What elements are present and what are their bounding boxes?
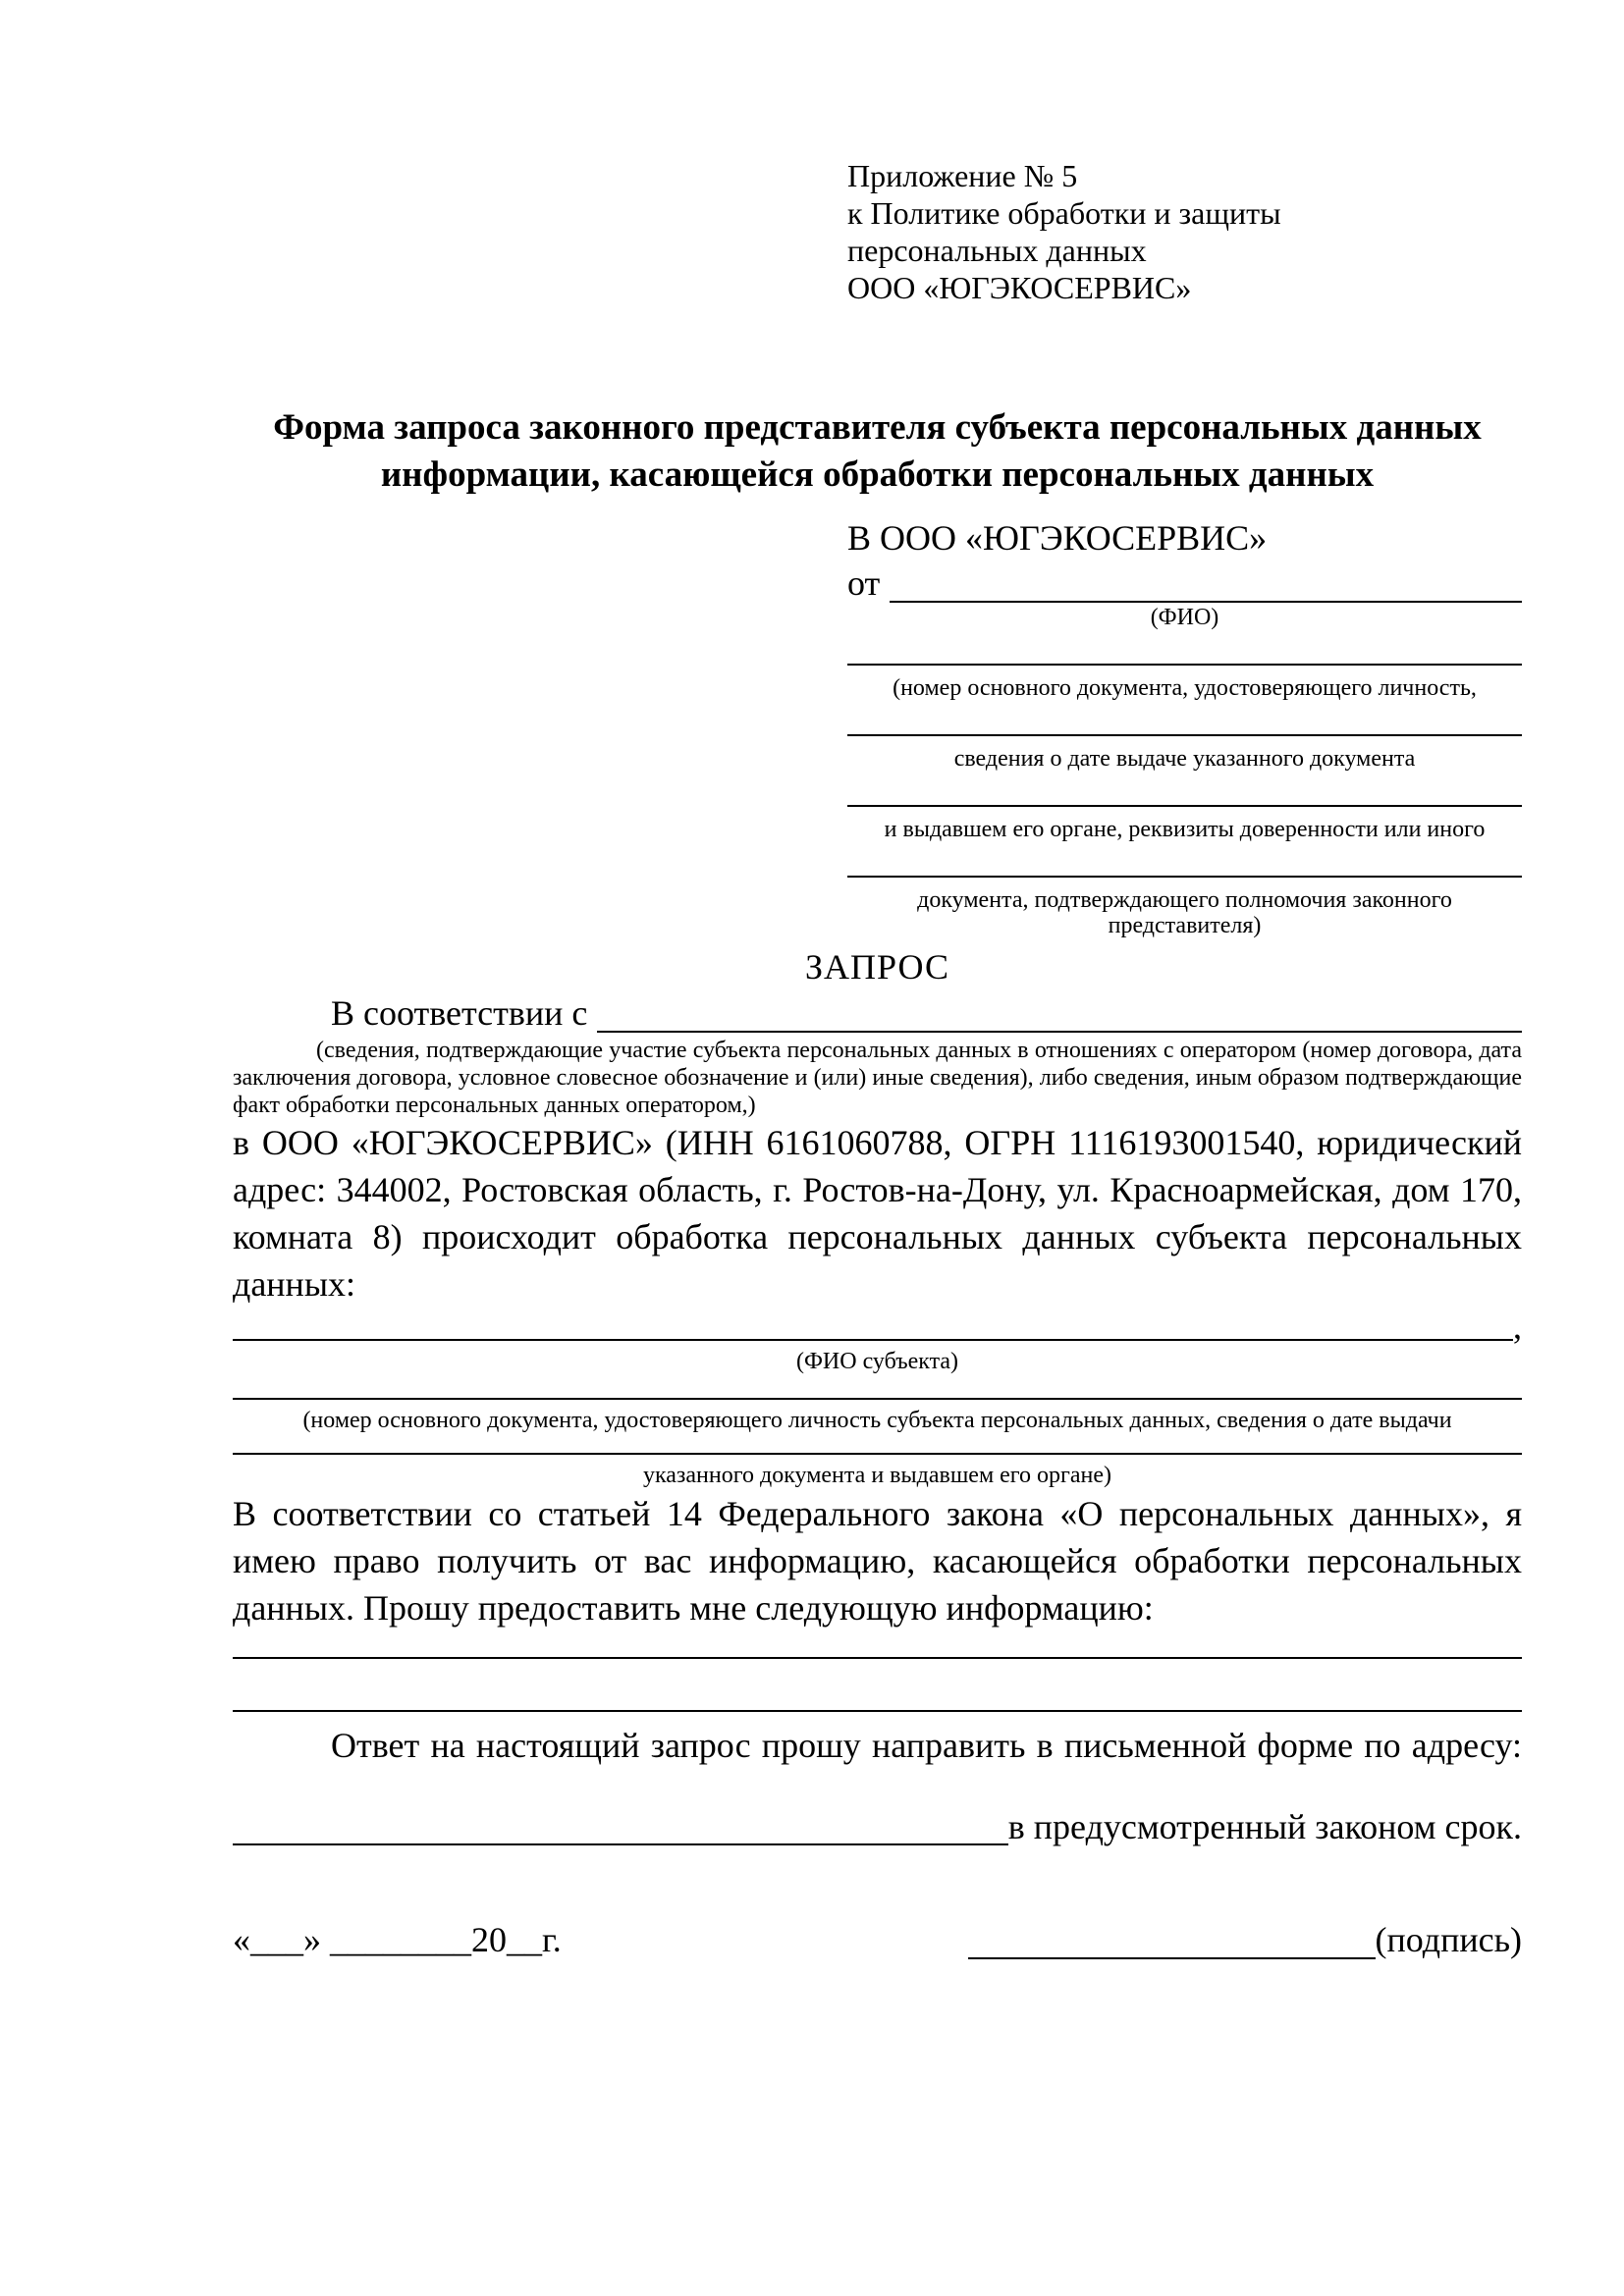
representative-doc-caption-4: документа, подтверждающего полномочия законного представителя) xyxy=(917,887,1452,938)
form-title-line-1: Форма запроса законного представителя субъекта персональных данных xyxy=(273,407,1482,448)
reply-address-blank-line xyxy=(233,1843,1008,1845)
form-title-line-2: информации, касающейся обработки персональных данных xyxy=(380,454,1375,495)
from-label: от xyxy=(847,563,881,603)
representative-doc-caption-2: сведения о дате выдаче указанного документа xyxy=(953,746,1416,772)
request-heading: ЗАПРОС xyxy=(805,947,949,987)
signature-group xyxy=(968,1918,1522,1959)
appendix-header-line-3: персональных данных xyxy=(847,233,1147,268)
subject-doc-blank-line-2 xyxy=(233,1453,1522,1455)
from-line xyxy=(847,560,1522,603)
addressee-to: В ООО «ЮГЭКОСЕРВИС» xyxy=(847,518,1268,558)
representative-doc-caption-3: и выдавшем его органе, реквизиты доверенности или иного xyxy=(884,817,1486,842)
representative-doc-blank-line-4 xyxy=(847,876,1522,878)
fio-caption: (ФИО) xyxy=(1150,605,1219,630)
subject-fio-caption: (ФИО субъекта) xyxy=(795,1349,959,1374)
law-paragraph: В соответствии со статьей 14 Федерального закона «О персональных данных», я имею право получить от вас информацию, касающейся обработки персональных данных. Прошу предоставить мне следующую информацию: xyxy=(233,1494,1522,1628)
subject-doc-caption-2: указанного документа и выдавшем его органе) xyxy=(642,1463,1112,1488)
appendix-header-line-2: к Политике обработки и защиты xyxy=(847,195,1281,231)
representative-doc-blank-line-1 xyxy=(847,664,1522,666)
addressee-block xyxy=(847,516,1522,938)
subject-doc-blank-line-1 xyxy=(233,1398,1522,1400)
signature-blank-line xyxy=(968,1918,1376,1959)
subject-doc-caption-1: (номер основного документа, удостоверяющего личность субъекта персональных данных, сведения о дате выдачи xyxy=(302,1408,1452,1433)
intro-blank-line xyxy=(597,1031,1522,1033)
from-blank-line xyxy=(890,601,1522,603)
appendix-header-line-1: Приложение № 5 xyxy=(847,158,1078,193)
intro-line xyxy=(233,989,1522,1033)
form-title xyxy=(233,404,1522,499)
reply-tail: в предусмотренный законом срок. xyxy=(1007,1807,1522,1846)
date-line: «___» ________20__г. xyxy=(233,1920,562,1959)
reply-paragraph: Ответ на настоящий запрос прошу направить в письменной форме по адресу: xyxy=(331,1726,1522,1765)
info-blank-line-2 xyxy=(233,1710,1522,1712)
representative-doc-blank-line-2 xyxy=(847,734,1522,736)
footer-row xyxy=(233,1912,1522,1959)
representative-doc-caption-1: (номер основного документа, удостоверяющего личность, xyxy=(893,675,1477,701)
subject-line-comma: , xyxy=(1513,1307,1522,1346)
info-blank-line-1 xyxy=(233,1657,1522,1659)
representative-doc-blank-line-3 xyxy=(847,805,1522,807)
appendix-header-line-4: ООО «ЮГЭКОСЕРВИС» xyxy=(847,270,1192,305)
operator-paragraph: в ООО «ЮГЭКОСЕРВИС» (ИНН 6161060788, ОГРН 1116193001540, юридический адрес: 344002, Ростовская область, г. Ростов-на-Дону, ул. Красноармейская, дом 170, комната 8) происходит обработка персональных данных субъекта персональных данных: xyxy=(233,1123,1522,1304)
subject-fio-line xyxy=(233,1307,1522,1346)
reply-address-line xyxy=(233,1804,1522,1845)
intro-caption: (сведения, подтверждающие участие субъекта персональных данных в отношениях с оператором (номер договора, дата заключения договора, условное словесное обозначение и (или) иные сведения), либо сведения, иным образом подтверждающие факт обработки персональных данных оператором,) xyxy=(233,1038,1522,1118)
signature-caption: (подпись) xyxy=(1375,1920,1522,1959)
intro-label: В соответствии с xyxy=(331,993,588,1033)
appendix-header xyxy=(847,157,1522,306)
subject-fio-blank-line xyxy=(233,1339,1513,1341)
